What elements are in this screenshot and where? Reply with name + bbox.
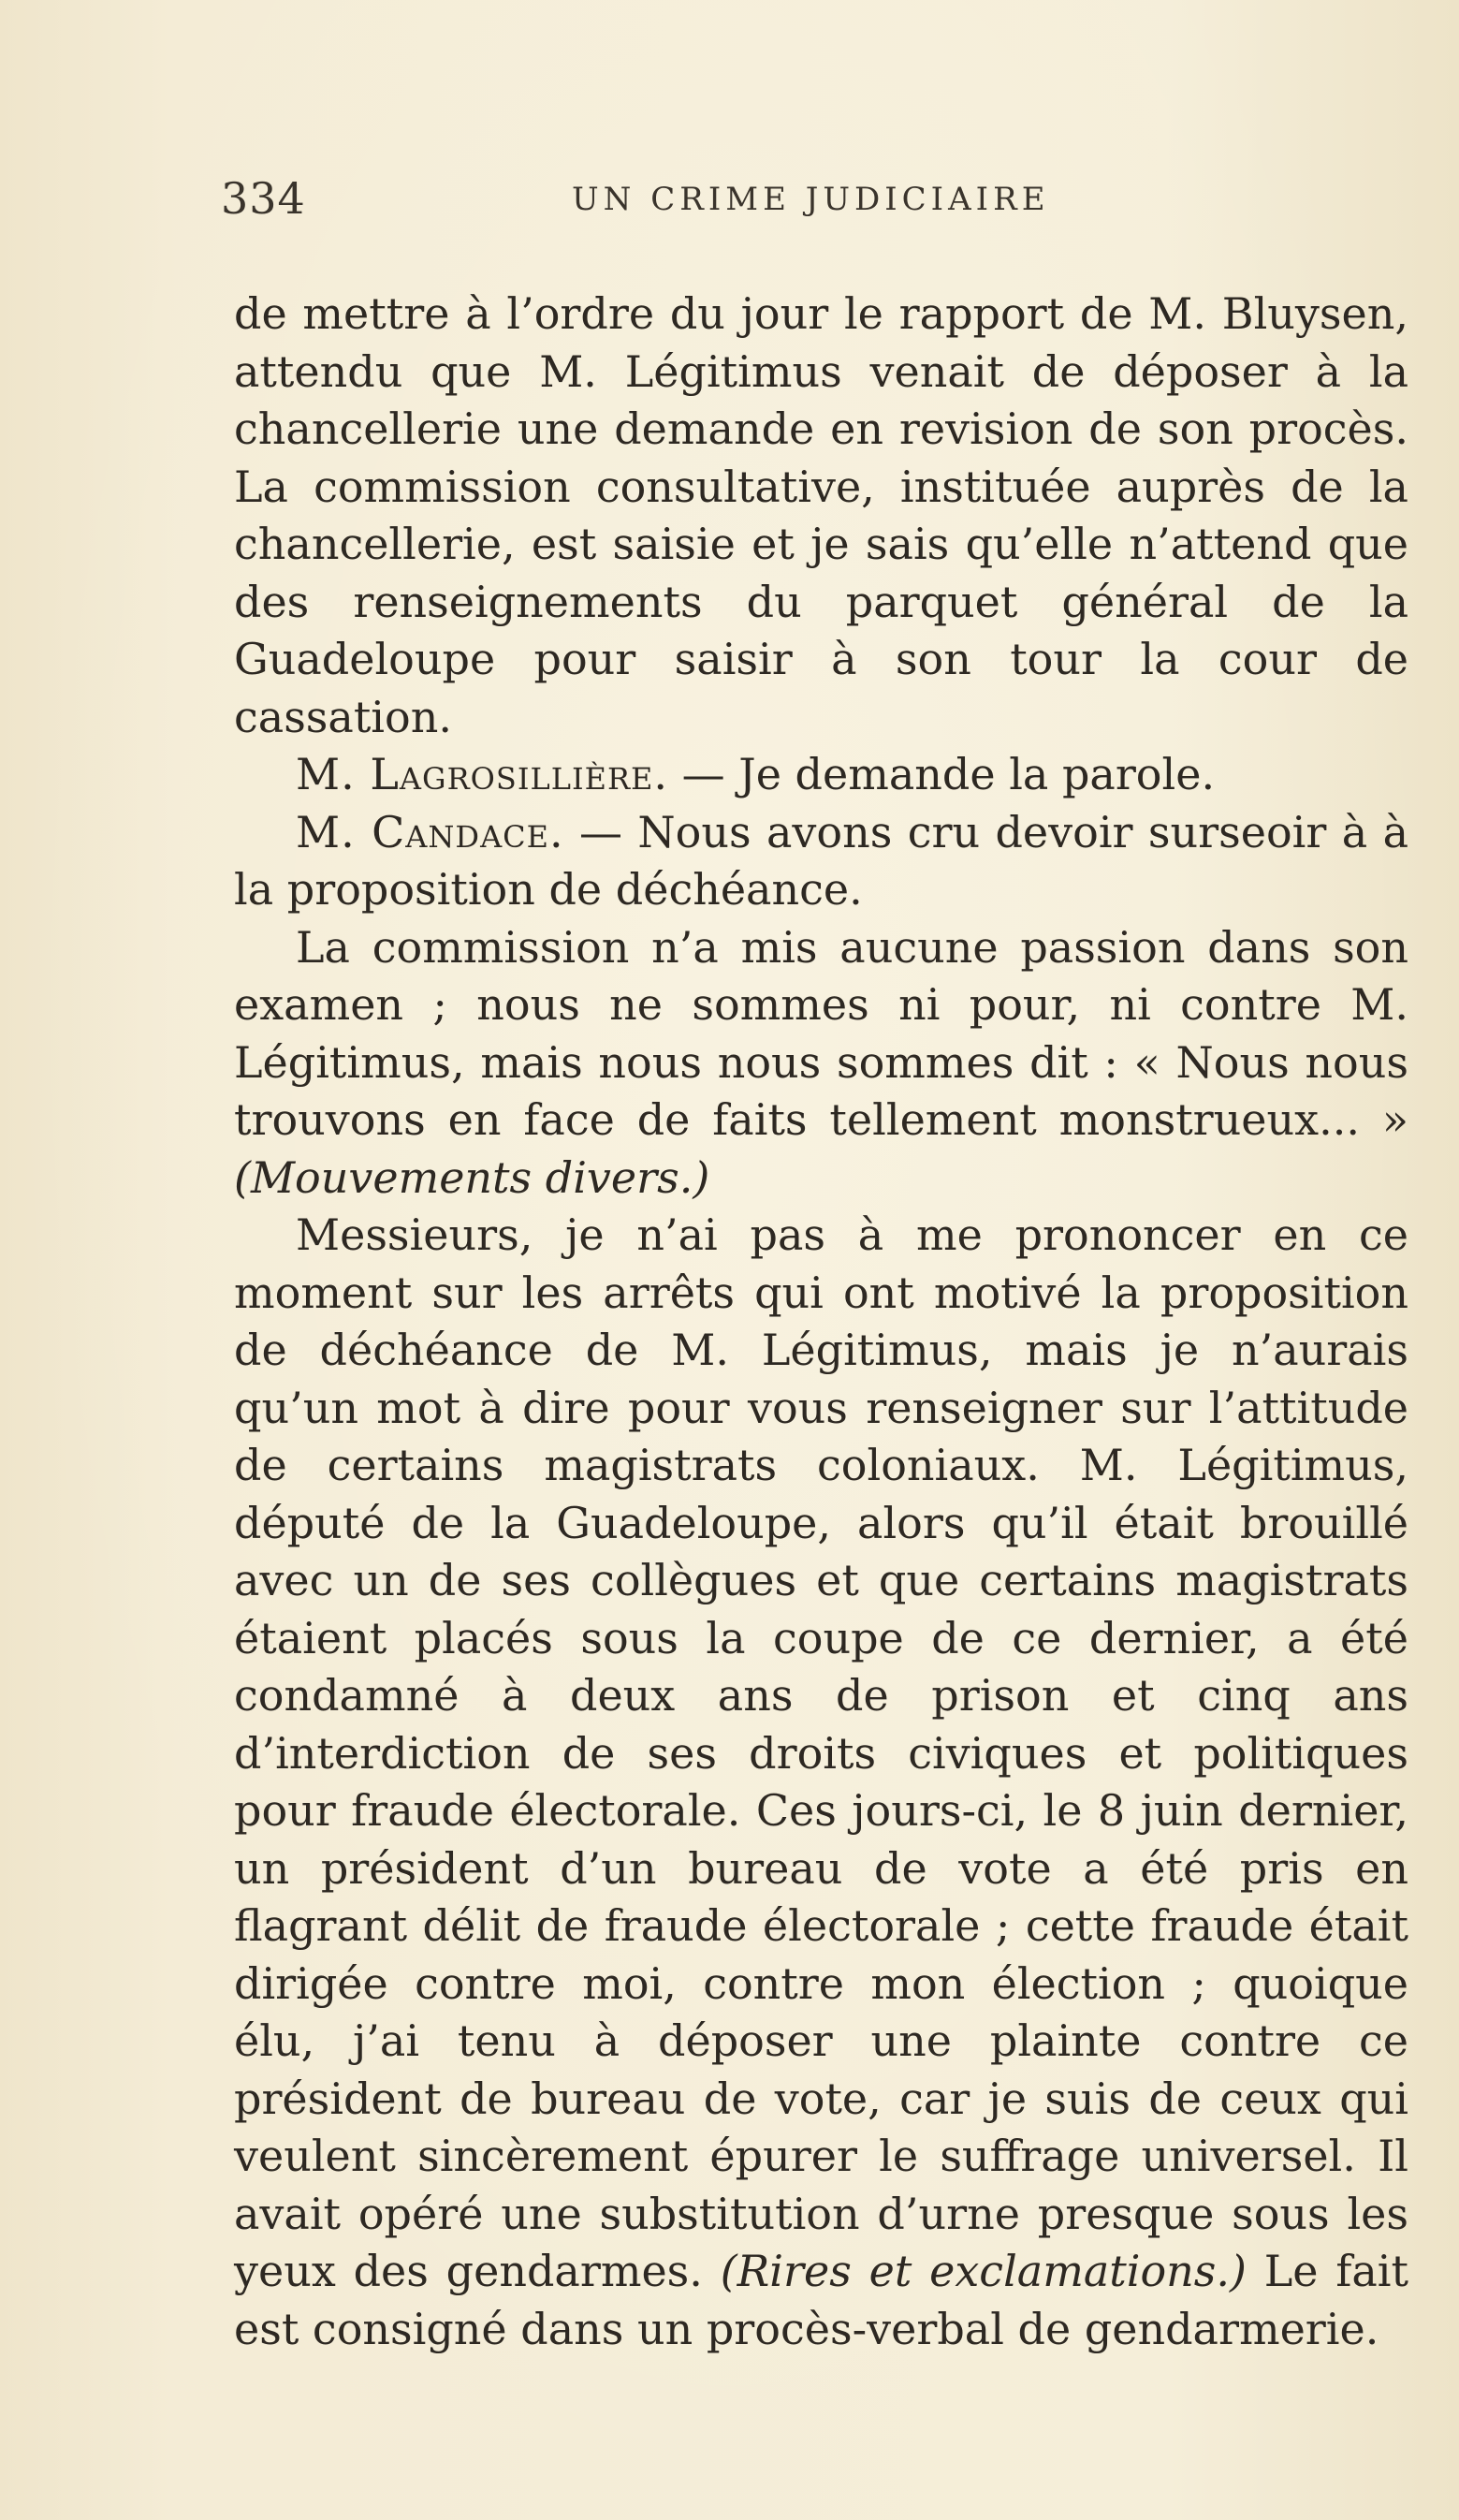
paragraph-text: de mettre à l’ordre du jour le rapport de M. Bluysen, attendu que M. Légitimus venait de déposer à la chancellerie une demande en revision de son procès. La commission consultative, instituée auprès de la chancellerie, est saisie et je sais qu’elle n’attend que des renseignements du parquet général de la Guadeloupe pour saisir à son tour la cour de cassation. [234, 288, 1408, 742]
paragraph-continuation [234, 286, 1408, 746]
paragraph-lagrosilliere [234, 746, 1408, 804]
paragraph-candace [234, 804, 1408, 919]
running-title: UN CRIME JUDICIAIRE [572, 181, 1050, 218]
speaker-name: M. Candace. [296, 806, 564, 857]
paragraph-commission [234, 919, 1408, 1208]
paragraph-text: Messieurs, je n’ai pas à me prononcer en ce moment sur les arrêts qui ont motivé la proposition de déchéance de M. Légitimus, mais je n’aurais qu’un mot à dire pour vous renseigner sur l’attitude de certains magistrats coloniaux. M. Légitimus, député de la Guadeloupe, alors qu’il était brouillé avec un de ses collègues et que certains magistrats étaient placés sous la coupe de ce dernier, a été condamné à deux ans de prison et cinq ans d’interdiction de ses droits civiques et politiques pour fraude électorale. Ces jours-ci, le 8 juin dernier, un président d’un bureau de vote a été pris en flagrant délit de fraude électorale ; cette fraude était dirigée contre moi, contre mon élection ; quoique élu, j’ai tenu à déposer une plainte contre ce président de bureau de vote, car je suis de ceux qui veulent sincèrement épurer le suffrage universel. Il avait opéré une substitution d’urne presque sous les yeux des gendarmes. [234, 1209, 1408, 2296]
paragraph-tail: Le fait est consigné dans un procès-verbal de gendarmerie. [234, 2246, 1408, 2354]
body-text [234, 286, 1408, 2358]
page-number: 334 [221, 173, 306, 224]
paragraph-messieurs [234, 1207, 1408, 2358]
paragraph-text: La commission n’a mis aucune passion dans son examen ; nous ne sommes ni pour, ni contre M. Légitimus, mais nous nous sommes dit : « Nous nous trouvons en face de faits tellement monstrueux... » [234, 921, 1408, 1145]
paragraph-text: — Je demande la parole. [668, 749, 1216, 799]
page-header [221, 173, 1428, 229]
stage-direction: (Rires et exclamations.) [720, 2246, 1247, 2296]
stage-direction: (Mouvements divers.) [234, 1151, 710, 1203]
speaker-name: M. Lagrosillière. [296, 749, 669, 799]
paragraph-text: — Nous avons cru devoir surseoir à à la proposition de déchéance. [234, 806, 1408, 915]
